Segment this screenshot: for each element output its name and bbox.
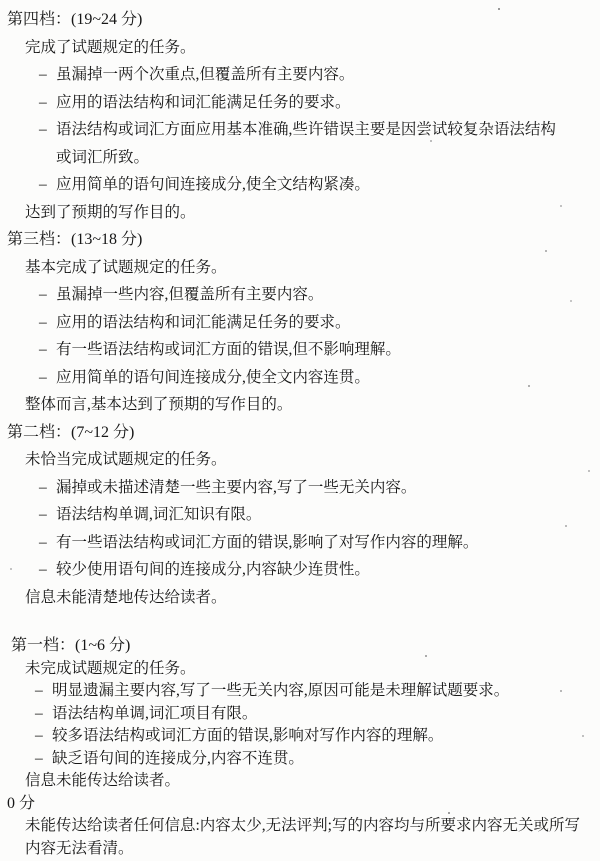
band-4-bullet-2: [5, 89, 594, 117]
bullet-dash: –: [39, 506, 47, 523]
bullet-text: 漏掉或未描述清楚一些主要内容,写了一些无关内容。: [56, 478, 417, 496]
band-4-closing: 达到了预期的写作目的。: [25, 203, 196, 221]
bullet-text: 明显遗漏主要内容,写了一些无关内容,原因可能是未理解试题要求。: [52, 682, 510, 699]
band-3-closing: 整体而言,基本达到了预期的写作目的。: [25, 396, 293, 413]
band-1-header: 第一档：(1~6 分): [11, 637, 131, 654]
band-1-intro: 未完成试题规定的任务。: [25, 659, 196, 677]
bullet-dash: –: [35, 704, 43, 722]
band-3-bullet-4: [5, 364, 594, 392]
band-1: [5, 635, 594, 793]
bullet-text: 虽漏掉一两个次重点,但覆盖所有主要内容。: [56, 66, 355, 83]
band-3-bullet-1: [5, 281, 594, 309]
band-4: [5, 6, 594, 226]
bullet-dash: –: [39, 286, 47, 303]
bullet-text: 有一些语法结构或词汇方面的错误,影响了对写作内容的理解。: [56, 533, 479, 551]
bullet-dash: –: [39, 66, 47, 83]
band-2-bullet-4: [5, 556, 594, 584]
bullet-text: 较少使用语句间的连接成分,内容缺少连贯性。: [56, 561, 370, 578]
band-2-header: 第二档：(7~12 分): [7, 423, 135, 441]
band-4-bullet-3: [5, 116, 594, 171]
band-1-bullet-3: [5, 725, 594, 748]
band-1-bullet-2: [5, 703, 594, 726]
band-3-bullet-3: [5, 336, 594, 364]
band-2-bullet-3: [5, 529, 594, 557]
bullet-dash: –: [39, 341, 47, 358]
band-2-intro: 未恰当完成试题规定的任务。: [25, 451, 227, 468]
bullet-text: 虽漏掉一些内容,但覆盖所有主要内容。: [56, 286, 324, 303]
band-4-bullet-1: [5, 61, 594, 89]
band-3-header: 第三档：(13~18 分): [7, 231, 143, 248]
bullet-dash: –: [39, 313, 47, 331]
band-4-bullet-4: [5, 171, 594, 199]
bullet-dash: –: [35, 727, 43, 744]
bullet-text: 语法结构单调,词汇知识有限。: [56, 506, 262, 523]
bullet-text: 应用的语法结构和词汇能满足任务的要求。: [56, 93, 351, 111]
bullet-dash: –: [39, 533, 47, 551]
scan-noise-speckles: [0, 0, 2, 2]
bullet-dash: –: [35, 749, 43, 767]
band-2-bullet-1: [5, 474, 594, 502]
band-1-bullet-4: [5, 748, 594, 771]
bullet-dash: –: [39, 121, 47, 138]
band-2: [5, 419, 594, 612]
bullet-dash: –: [39, 561, 47, 578]
bullet-dash: –: [35, 682, 43, 699]
bullet-text: 语法结构单调,词汇项目有限。: [52, 704, 258, 722]
bullet-text: 语法结构或词汇方面应用基本准确,些许错误主要是因尝试较复杂语法结构或词汇所致。: [56, 121, 556, 166]
band-2-closing: 信息未能清楚地传达给读者。: [25, 588, 227, 606]
band-3-intro: 基本完成了试题规定的任务。: [25, 258, 227, 276]
bullet-dash: –: [39, 176, 47, 193]
bullet-text: 应用简单的语句间连接成分,使全文结构紧凑。: [56, 176, 370, 193]
band-3: [5, 226, 594, 419]
band-2-bullet-2: [5, 501, 594, 529]
bullet-text: 应用的语法结构和词汇能满足任务的要求。: [56, 313, 351, 331]
bullet-text: 有一些语法结构或词汇方面的错误,但不影响理解。: [56, 341, 401, 358]
band-1-closing: 信息未能传达给读者。: [25, 772, 181, 789]
band-4-intro: 完成了试题规定的任务。: [25, 38, 196, 56]
band-0-header: 0 分: [7, 794, 36, 812]
bullet-dash: –: [39, 93, 47, 111]
band-0-description: 未能传达给读者任何信息:内容太少,无法评判;写的内容均与所要求内容无关或所写内容无法看清。: [25, 817, 580, 857]
bullet-text: 较多语法结构或词汇方面的错误,影响对写作内容的理解。: [52, 727, 444, 744]
bullet-text: 应用简单的语句间连接成分,使全文内容连贯。: [56, 368, 370, 386]
band-3-bullet-2: [5, 309, 594, 337]
bullet-dash: –: [39, 368, 47, 386]
band-0: [5, 793, 594, 861]
band-1-bullet-1: [5, 680, 594, 703]
band-4-header: 第四档：(19~24 分): [7, 11, 143, 28]
bullet-text: 缺乏语句间的连接成分,内容不连贯。: [52, 749, 304, 767]
bullet-dash: –: [39, 478, 47, 496]
